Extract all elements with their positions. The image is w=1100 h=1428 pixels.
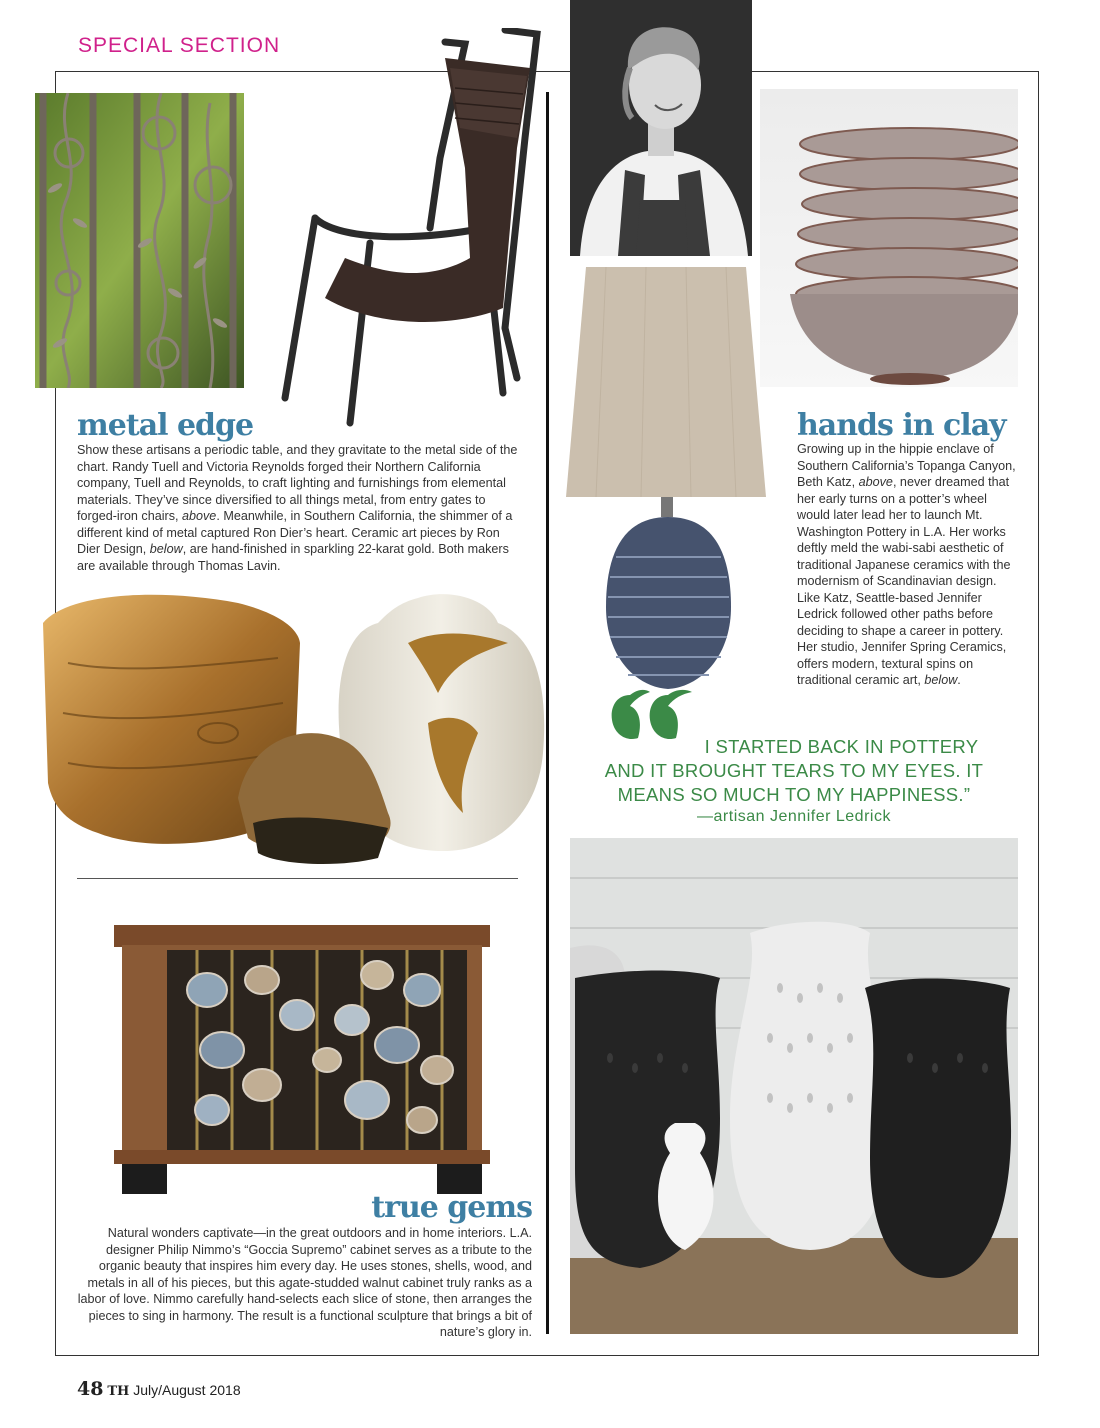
- true-gems-body: Natural wonders captivate—in the great outdoors and in home interiors. L.A. designer Philip Nimmo’s “Goccia Supremo” cabinet serves as a tribute to the organic beauty that inspires him every day. He uses stones, shells, wood, and metals in all of his pieces, but this agate-studded walnut cabinet truly ranks as a labor of love. Nimmo carefully hand-selects each slice of stone, then arranges the pieces to sing in harmony. The result is a functional sculpture that brings a bit of nature’s glory in.: [77, 1226, 532, 1339]
- pull-quote-line-3: MEANS SO MUCH TO MY HAPPINESS.”: [617, 784, 971, 805]
- issue-date: July/August 2018: [133, 1382, 241, 1398]
- hands-in-clay-headline: hands in clay: [797, 408, 1006, 443]
- section-label: SPECIAL SECTION: [78, 34, 281, 57]
- pull-quote-line-2: AND IT BROUGHT TEARS TO MY EYES. IT: [604, 760, 984, 781]
- true-gems-headline: true gems: [371, 1190, 532, 1225]
- hands-in-clay-body-part2: , never dreamed that her early turns on a potter’s wheel would later lead her to launch Mt. Washington Pottery in L.A. Her works deftly meld the wabi-sabi aesthetic of traditional Japanese ceramics with the modernism of Scandinavian design. Like Katz, Seattle-based Jennifer Ledrick followed other paths before deciding to shape a career in pottery. Her studio, Jennifer Spring Ceramics, offers modern, textural spins on traditional ceramic art,: [797, 475, 1011, 687]
- hands-in-clay-body: [797, 441, 1023, 689]
- metal-edge-body-part2: . Meanwhile, in Southern California, the shimmer of a different kind of metal captured Ron Dier’s heart. Ceramic art pieces by Ron Dier Design,: [77, 509, 513, 556]
- gold-ceramics-photo: [38, 583, 546, 873]
- hands-in-clay-body-part1: Growing up in the hippie enclave of Southern California’s Topanga Canyon, Beth Katz,: [797, 442, 1016, 489]
- section-divider: [77, 878, 518, 879]
- metal-edge-body-part3: , are hand-finished in sparkling 22-karat gold. Both makers are available through Thomas Lavin.: [77, 542, 509, 573]
- page-footer: [77, 1378, 241, 1400]
- forged-chair-photo: [255, 28, 545, 428]
- agate-cabinet-photo: [112, 920, 492, 1195]
- metal-gate-photo: [35, 93, 244, 388]
- metal-edge-below: below: [149, 542, 183, 556]
- metal-edge-body-part1: Show these artisans a periodic table, and they gravitate to the metal side of the chart. Randy Tuell and Victoria Reynolds forged their Northern California company, Tuell and Reynolds, to craft lighting and furnishings from elemental materials. They’ve since diversified to all things metal, from entry gates to forged-iron chairs,: [77, 443, 518, 523]
- metal-edge-body: [77, 442, 525, 574]
- metal-edge-headline: metal edge: [77, 408, 254, 443]
- ceramic-lamp-photo: [566, 267, 771, 697]
- pull-quote-attribution: —artisan Jennifer Ledrick: [697, 808, 891, 825]
- stacked-bowls-photo: [760, 89, 1018, 387]
- magazine-name: TH: [107, 1384, 130, 1399]
- pull-quote-line-1: I STARTED BACK IN POTTERY: [704, 736, 979, 757]
- page-number: 48: [77, 1378, 104, 1400]
- column-divider: [546, 92, 549, 1334]
- beth-katz-portrait: [570, 0, 752, 256]
- hands-in-clay-below: below: [924, 673, 958, 687]
- hands-in-clay-above: above: [858, 475, 893, 489]
- hands-in-clay-body-part3: .: [957, 673, 961, 687]
- textured-vases-photo: [570, 838, 1018, 1334]
- metal-edge-above: above: [182, 509, 217, 523]
- pull-quote: [588, 735, 1000, 807]
